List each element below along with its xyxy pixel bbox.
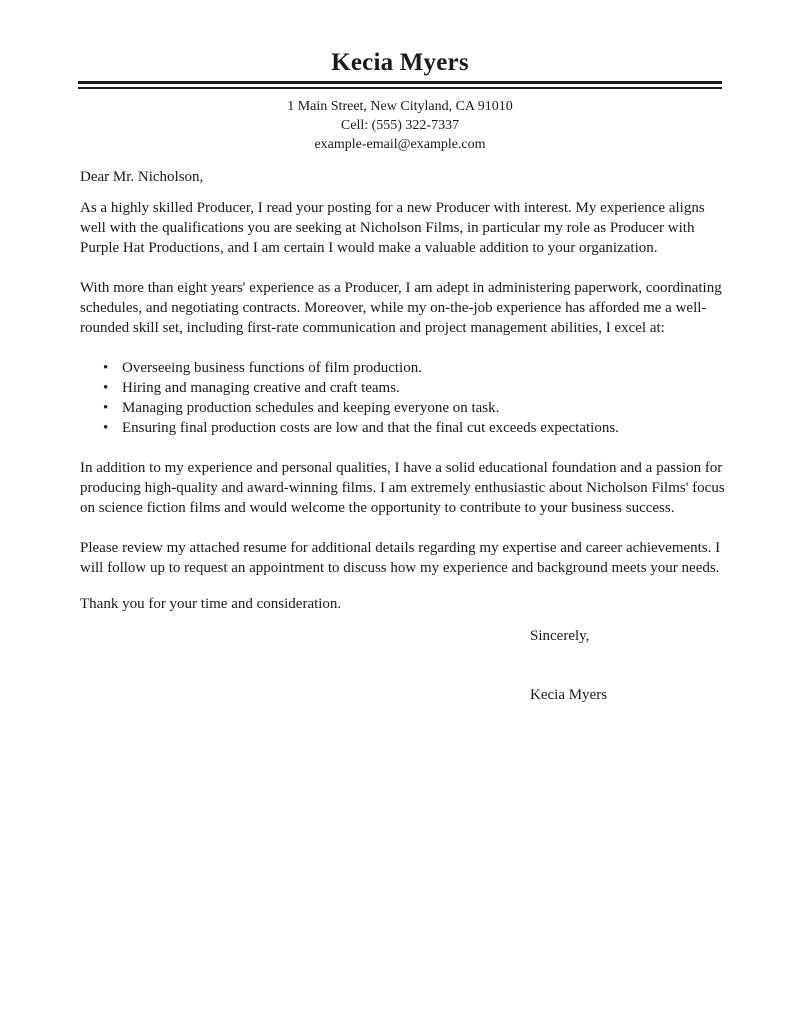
letter-header: [0, 48, 800, 154]
signature-name: Kecia Myers: [530, 687, 608, 703]
bullet-item: • Managing production schedules and keeping everyone on task.: [122, 398, 725, 418]
letter-body: [80, 167, 725, 705]
paragraph-thanks: Thank you for your time and consideration.: [80, 596, 342, 612]
paragraph-resume: Please review my attached resume for additional details regarding my expertise and career achievements. I will follow up to request an appointment to discuss how my experience and background meets your needs.: [80, 540, 721, 576]
bullet-item: • Overseeing business functions of film production.: [122, 358, 725, 378]
bullet-item: • Ensuring final production costs are low and that the final cut exceeds expectations.: [122, 418, 725, 438]
salutation: Dear Mr. Nicholson,: [80, 169, 204, 185]
contact-address: 1 Main Street, New Cityland, CA 91010: [287, 99, 513, 114]
paragraph-intro: As a highly skilled Producer, I read your posting for a new Producer with interest. My experience aligns well with the qualifications you are seeking at Nicholson Films, in particular my role as Producer with Purple Hat Productions, and I am certain I would make a valuable addition to your organization.: [80, 200, 705, 256]
signature-block: [530, 626, 725, 705]
paragraph-experience: With more than eight years' experience as a Producer, I am adept in administering paperwork, coordinating schedules, and negotiating contracts. Moreover, while my on-the-job experience has afforded me a well-rounded skill set, including first-rate communication and project management abilities, I excel at:: [80, 280, 722, 336]
bullet-item: • Hiring and managing creative and craft teams.: [122, 378, 725, 398]
applicant-name: Kecia Myers: [331, 49, 469, 76]
skills-bullet-list: [80, 358, 725, 438]
contact-phone: Cell: (555) 322-7337: [340, 118, 460, 133]
closing: Sincerely,: [530, 628, 590, 644]
contact-email: example-email@example.com: [314, 137, 486, 152]
header-double-rule: [78, 81, 722, 89]
paragraph-education: In addition to my experience and personal qualities, I have a solid educational foundation and a passion for producing high-quality and award-winning films. I am extremely enthusiastic about Nicholson Films' focus on science fiction films and would welcome the opportunity to contribute to your business success.: [80, 460, 725, 516]
contact-block: [0, 97, 800, 154]
